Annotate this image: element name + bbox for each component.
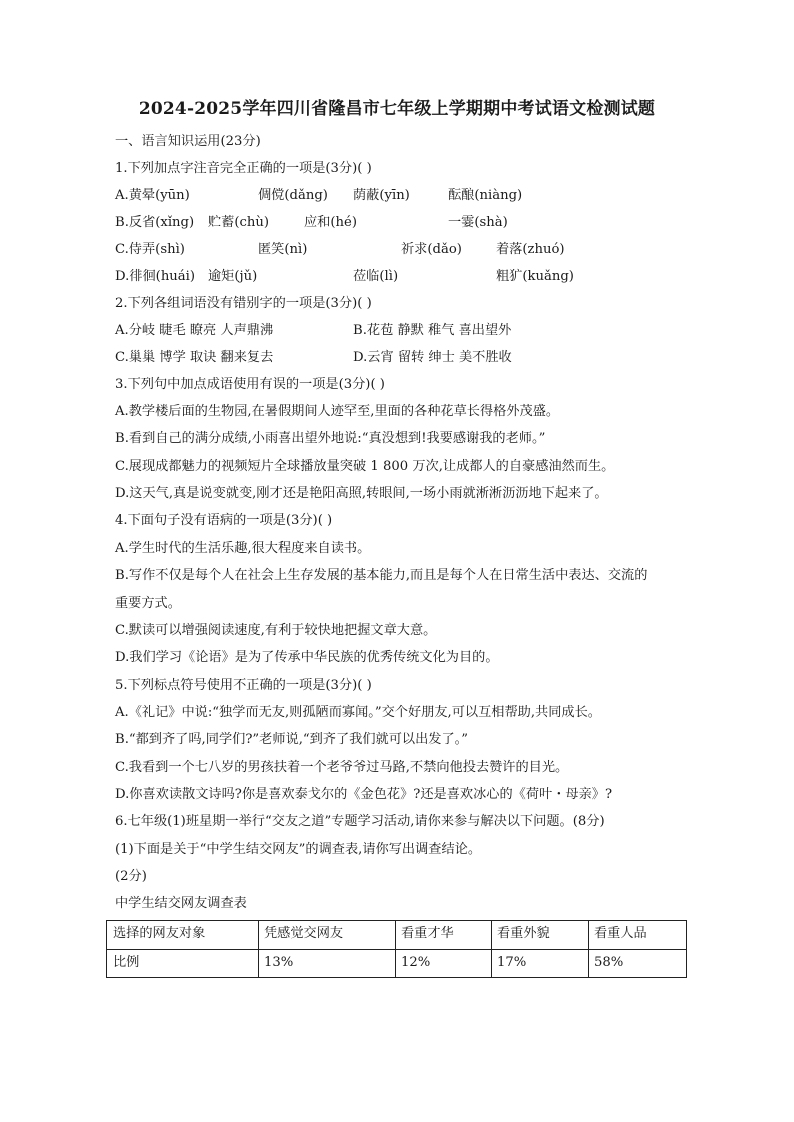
q3-option-b: B.看到自己的满分成绩,小雨喜出望外地说:“真没想到!我要感谢我的老师。” — [115, 431, 546, 446]
q4-option-c: C.默读可以增强阅读速度,有利于较快地把握文章大意。 — [115, 623, 437, 638]
question-2-stem: 2.下列各组词语没有错别字的一项是(3分)( ) — [115, 296, 372, 311]
survey-table — [106, 920, 687, 978]
q5-option-d: D.你喜欢读散文诗吗?你是喜欢泰戈尔的《金色花》?还是喜欢冰心的《荷叶・母亲》? — [115, 787, 613, 802]
table-header-cell: 凭感觉交网友 — [264, 926, 344, 941]
q1-option-b-item: B.反省(xǐng) — [115, 215, 195, 230]
q2-option-c: C.巢巢 博学 取诀 翻来复去 — [115, 350, 274, 365]
q1-option-a-item: 倜傥(dǎng) — [258, 188, 328, 203]
q6-sub1: (1)下面是关于“中学生结交网友”的调查表,请你写出调查结论。 — [115, 842, 482, 857]
question-3-stem: 3.下列句中加点成语使用有误的一项是(3分)( ) — [115, 377, 385, 392]
q1-option-c-item: 着落(zhuó) — [496, 242, 565, 257]
q1-option-c-item: 匿笑(nì) — [258, 242, 308, 257]
q1-option-c-item: 祈求(dǎo) — [401, 242, 462, 257]
q3-option-c: C.展现成都魅力的视频短片全球播放量突破 1 800 万次,让成都人的自豪感油然而生。 — [115, 459, 615, 474]
table-cell: 12% — [401, 955, 431, 970]
q2-option-d: D.云宵 留转 绅士 美不胜收 — [353, 350, 512, 365]
q4-option-b: B.写作不仅是每个人在社会上生存发展的基本能力,而且是每个人在日常生活中表达、交流的 — [115, 568, 648, 583]
question-5-stem: 5.下列标点符号使用不正确的一项是(3分)( ) — [115, 678, 372, 693]
q2-option-a: A.分岐 睫毛 瞭亮 人声鼎沸 — [115, 323, 274, 338]
page-title: 2024-2025学年四川省隆昌市七年级上学期期中考试语文检测试题 — [138, 99, 656, 119]
q3-option-a: A.教学楼后面的生物园,在暑假期间人迹罕至,里面的各种花草长得格外茂盛。 — [115, 404, 560, 419]
q1-option-d-item: D.徘徊(huái) — [115, 269, 196, 284]
q1-option-d-item: 逾矩(jǔ) — [208, 269, 258, 284]
q1-option-c-item: C.侍弄(shì) — [115, 242, 185, 257]
table-header-cell: 选择的网友对象 — [113, 926, 206, 941]
q3-option-d: D.这天气,真是说变就变,刚才还是艳阳高照,转眼间,一场小雨就淅淅沥沥地下起来了。 — [115, 486, 608, 501]
q4-option-d: D.我们学习《论语》是为了传承中华民族的优秀传统文化为目的。 — [115, 650, 499, 665]
table-title: 中学生结交网友调查表 — [115, 896, 247, 911]
table-cell: 17% — [497, 955, 527, 970]
question-4-stem: 4.下面句子没有语病的一项是(3分)( ) — [115, 513, 333, 528]
table-header-cell: 看重外貌 — [497, 926, 550, 941]
table-header-cell: 看重才华 — [401, 926, 454, 941]
q4-option-a: A.学生时代的生活乐趣,很大程度来自读书。 — [115, 541, 371, 556]
table-cell: 比例 — [113, 955, 140, 970]
q2-option-b: B.花苞 静默 稚气 喜出望外 — [353, 323, 512, 338]
q5-option-c: C.我看到一个七八岁的男孩扶着一个老爷爷过马路,不禁向他投去赞许的目光。 — [115, 760, 569, 775]
q1-option-b-item: 一霎(shà) — [448, 215, 508, 230]
q1-option-d-item: 粗犷(kuǎng) — [496, 269, 574, 284]
table-cell: 58% — [594, 955, 624, 970]
table-header-cell: 看重人品 — [594, 926, 647, 941]
question-6-stem: 6.七年级(1)班星期一举行“交友之道”专题学习活动,请你来参与解决以下问题。(8分) — [115, 814, 605, 829]
q1-option-b-item: 应和(hé) — [304, 215, 357, 230]
q4-option-b-cont: 重要方式。 — [115, 596, 181, 611]
q6-sub1-score: (2分) — [115, 869, 147, 884]
q5-option-b: B.“都到齐了吗,同学们?”老师说,“到齐了我们就可以出发了。” — [115, 732, 469, 747]
section-heading: 一、语言知识运用(23分) — [115, 134, 261, 149]
q1-option-a-item: 酝酿(niàng) — [448, 188, 523, 203]
q1-option-a-item: 荫蔽(yīn) — [353, 188, 410, 203]
q1-option-a-item: A.黄晕(yūn) — [115, 188, 190, 203]
q1-option-b-item: 贮蓄(chù) — [208, 215, 270, 230]
table-cell: 13% — [264, 955, 294, 970]
q1-option-d-item: 莅临(lì) — [353, 269, 399, 284]
question-1-stem: 1.下列加点字注音完全正确的一项是(3分)( ) — [115, 161, 372, 176]
q5-option-a: A.《礼记》中说:“独学而无友,则孤陋而寡闻。”交个好朋友,可以互相帮助,共同成长。 — [115, 705, 601, 720]
